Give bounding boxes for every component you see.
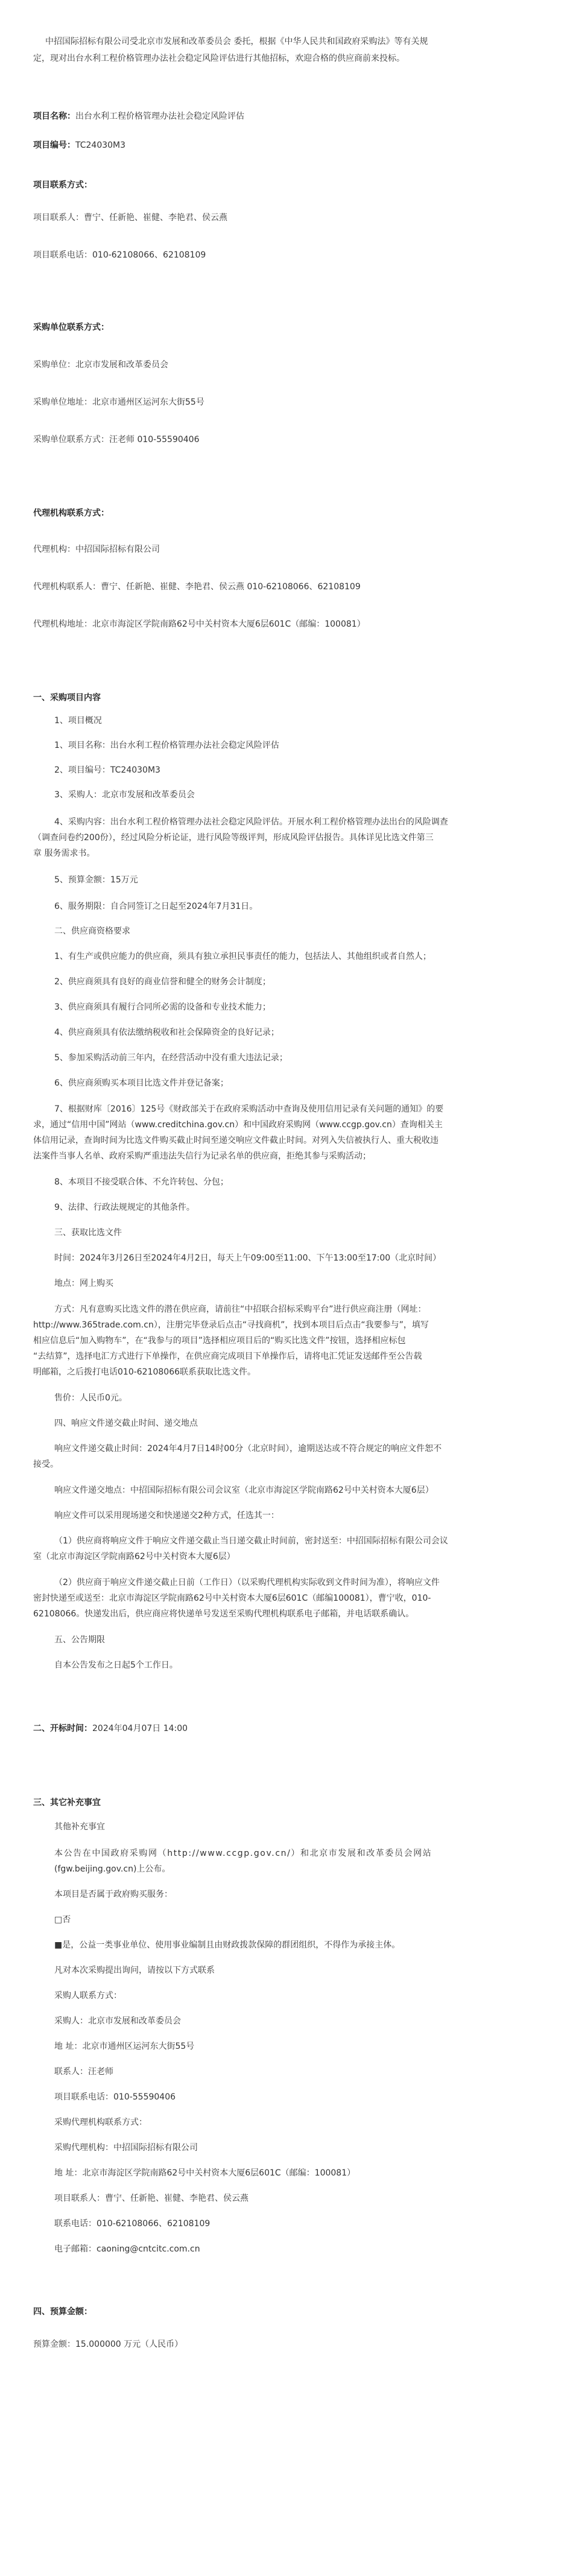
s3-line: 联系电话：010-62108066、62108109 (54, 2219, 211, 2229)
s3-line: 凡对本次采购提出询问，请按以下方式联系 (54, 1966, 215, 1975)
contact-email[interactable]: 电子邮箱：caoning@cntcitc.com.cn (54, 2244, 200, 2254)
s1-line: 接受。 (33, 1460, 59, 1469)
s1-line: 售价：人民币0元。 (54, 1393, 127, 1403)
project-name-label: 项目名称： (33, 112, 75, 121)
s1-line: 6、服务期限：自合同签订之日起至2024年7月31日。 (54, 902, 258, 911)
section2-title: 二、开标时间： (33, 1724, 92, 1733)
s1-line: 二、供应商资格要求 (54, 926, 130, 936)
section4-title: 四、预算金额： (33, 2307, 92, 2317)
section1-title: 一、采购项目内容 (33, 693, 101, 703)
s1-link-line: http://www.365trade.com.cn），注册完毕登录后点击“寻找商机”，找到本项目后点击“我要参与”，填写 (33, 1320, 429, 1330)
s1-line: 响应文件可以采用现场递交和快递递交2种方式，任选其一： (54, 1511, 279, 1521)
s1-line: 5、预算金额：15万元 (54, 875, 138, 885)
purchaser-contact: 采购单位联系方式：汪老师 010-55590406 (33, 435, 200, 445)
project-name-row (33, 110, 244, 123)
s3-line: 采购代理机构：中招国际招标有限公司 (54, 2143, 198, 2153)
s3-line: 项目联系人：曹宁、任新艳、崔健、李艳君、侯云燕 (54, 2194, 249, 2203)
project-contact-title: 项目联系方式： (33, 180, 92, 190)
s1-line: 6、供应商须购买本项目比选文件并登记备案； (54, 1078, 229, 1088)
s1-line: 法案件当事人名单、政府采购严重违法失信行为记录名单的供应商，拒绝其参与采购活动； (33, 1151, 371, 1161)
purchaser-address: 采购单位地址：北京市通州区运河东大街55号 (33, 397, 204, 407)
s3-line: 地 址：北京市通州区运河东大街55号 (54, 2042, 195, 2051)
s1-line: 章 服务需求书。 (33, 849, 95, 858)
s3-line: (fgw.beijing.gov.cn)上公布。 (54, 1864, 171, 1874)
s1-line: 地点：网上购买 (54, 1279, 113, 1288)
budget-amount: 预算金额：15.000000 万元（人民币） (33, 2340, 183, 2349)
s1-line: 1、项目名称：出台水利工程价格管理办法社会稳定风险评估 (54, 741, 279, 750)
s1-line: 7、根据财库〔2016〕125号《财政部关于在政府采购活动中查询及使用信用记录有关问题的通知》的要 (54, 1104, 444, 1114)
s1-line: 方式：凡有意购买比选文件的潜在供应商，请前往“中招联合招标采购平台”进行供应商注册（网址： (54, 1305, 426, 1314)
s1-line: 求，通过“信用中国”网站（www.creditchina.gov.cn）和中国政府采购网（www.ccgp.gov.cn）查询相关主 (33, 1120, 443, 1130)
s1-line: 室（北京市海淀区学院南路62号中关村资本大厦6层） (33, 1552, 235, 1562)
purchaser-unit: 采购单位：北京市发展和改革委员会 (33, 360, 168, 370)
s3-line: 地 址：北京市海淀区学院南路62号中关村资本大厦6层601C（邮编：100081） (54, 2168, 356, 2178)
intro-line-1: 中招国际招标有限公司受北京市发展和改革委员会 委托，根据《中华人民共和国政府采购法》等有关规 (45, 37, 428, 46)
s1-line: 时间：2024年3月26日至2024年4月2日，每天上午09:00至11:00、下午13:00至17:00（北京时间） (54, 1253, 442, 1263)
s1-line: 自本公告发布之日起5个工作日。 (54, 1660, 178, 1670)
s1-line: 4、采购内容：出台水利工程价格管理办法社会稳定风险评估。开展水利工程价格管理办法出台的风险调查 (54, 817, 448, 827)
s1-line: 9、法律、行政法规规定的其他条件。 (54, 1203, 195, 1212)
s1-line: 2、供应商须具有良好的商业信誉和健全的财务会计制度； (54, 977, 271, 987)
s1-line: 明邮箱，之后拨打电话010-62108066联系获取比选文件。 (33, 1367, 256, 1377)
s1-line: 响应文件递交截止时间：2024年4月7日14时00分（北京时间），逾期送达或不符合规定的响应文件恕不 (54, 1444, 442, 1454)
s1-line: 相应信息后“加入购物车”，在“我参与的项目”选择相应项目后的“购买比选文件”按钮，选择相应标包 (33, 1336, 406, 1346)
s1-line: （调查问卷约200份），经过风险分析论证，进行风险等级评判，形成风险评估报告。具体详见比选文件第三 (33, 833, 434, 843)
s1-line: 62108066。快递发出后，供应商应将快递单号发送至采购代理机构联系电子邮箱，并电话联系确认。 (33, 1609, 414, 1619)
s1-line: 密封快递至或送至：北京市海淀区学院南路62号中关村资本大厦6层601C（邮编100081），曹宁收，010- (33, 1593, 431, 1603)
s1-line: 5、参加采购活动前三年内，在经营活动中没有重大违法记录； (54, 1053, 288, 1063)
s1-line: 3、采购人：北京市发展和改革委员会 (54, 790, 195, 800)
s1-line: 2、项目编号：TC24030M3 (54, 765, 160, 775)
agency-address: 代理机构地址：北京市海淀区学院南路62号中关村资本大厦6层601C（邮编：100081） (33, 619, 366, 629)
s1-line: （1）供应商将响应文件于响应文件递交截止当日递交截止时间前，密封送至：中招国际招标有限公司会议 (54, 1536, 448, 1546)
s1-line: 体信用记录，查询时间为比选文件购买截止时间至递交响应文件截止时间。对列入失信被执行人、重大税收违 (33, 1136, 438, 1145)
project-name-value: 出台水利工程价格管理办法社会稳定风险评估 (75, 112, 244, 121)
s1-line: 五、公告期限 (54, 1635, 105, 1645)
s3-line: 本公告在中国政府采购网（http://www.ccgp.gov.cn/）和北京市发展和改革委员会网站 (54, 1849, 432, 1858)
section2-row (33, 1722, 188, 1735)
section3-title: 三、其它补充事宜 (33, 1798, 101, 1808)
s1-line: （2）供应商于响应文件递交截止日前（工作日）（以采购代理机构实际收到文件时间为准），将响应文件 (54, 1578, 440, 1587)
opening-time: 2024年04月07日 14:00 (92, 1724, 188, 1733)
s3-line: 采购代理机构联系方式： (54, 2118, 147, 2127)
purchaser-title: 采购单位联系方式： (33, 323, 109, 332)
intro-line-2: 定，现对出台水利工程价格管理办法社会稳定风险评估进行其他招标，欢迎合格的供应商前来投标。 (33, 54, 405, 63)
s1-line: 三、获取比选文件 (54, 1228, 122, 1238)
agency-name: 代理机构：中招国际招标有限公司 (33, 545, 160, 554)
s3-line: □否 (54, 1915, 71, 1925)
s1-line: 响应文件递交地点：中招国际招标有限公司会议室（北京市海淀区学院南路62号中关村资本大厦6层） (54, 1486, 434, 1495)
project-number-row (33, 139, 125, 152)
s1-line: “去结算”，选择电汇方式进行下单操作，在供应商完成项目下单操作后，请将电汇凭证发送邮件至公告载 (33, 1352, 422, 1361)
s1-line: 1、有生产或供应能力的供应商，须具有独立承担民事责任的能力，包括法人、其他组织或者自然人； (54, 952, 431, 961)
s3-line: 联系人：汪老师 (54, 2067, 113, 2077)
s3-line: ■是，公益一类事业单位、使用事业编制且由财政拨款保障的群团组织，不得作为承接主体。 (54, 1940, 400, 1950)
project-phone: 项目联系电话：010-62108066、62108109 (33, 250, 206, 260)
s1-line: 四、响应文件递交截止时间、递交地点 (54, 1419, 198, 1428)
agency-title: 代理机构联系方式： (33, 508, 109, 518)
s3-line: 采购人联系方式： (54, 1991, 122, 2001)
s1-line: 1、项目概况 (54, 716, 102, 726)
s3-line: 本项目是否属于政府购买服务： (54, 1890, 173, 1899)
project-number-label: 项目编号： (33, 141, 75, 150)
s3-line: 其他补充事宜 (54, 1822, 105, 1832)
s1-line: 8、本项目不接受联合体、不允许转包、分包； (54, 1177, 229, 1187)
project-number-value: TC24030M3 (75, 141, 126, 150)
agency-contacts: 代理机构联系人：曹宁、任新艳、崔健、李艳君、侯云燕 010-62108066、62108109 (33, 582, 361, 592)
s3-line: 项目联系电话：010-55590406 (54, 2092, 176, 2102)
s3-line: 采购人：北京市发展和改革委员会 (54, 2016, 181, 2026)
s1-line: 4、供应商须具有依法缴纳税收和社会保障资金的良好记录； (54, 1028, 279, 1037)
project-contacts: 项目联系人：曹宁、任新艳、崔健、李艳君、侯云燕 (33, 213, 227, 223)
s1-line: 3、供应商须具有履行合同所必需的设备和专业技术能力； (54, 1002, 271, 1012)
